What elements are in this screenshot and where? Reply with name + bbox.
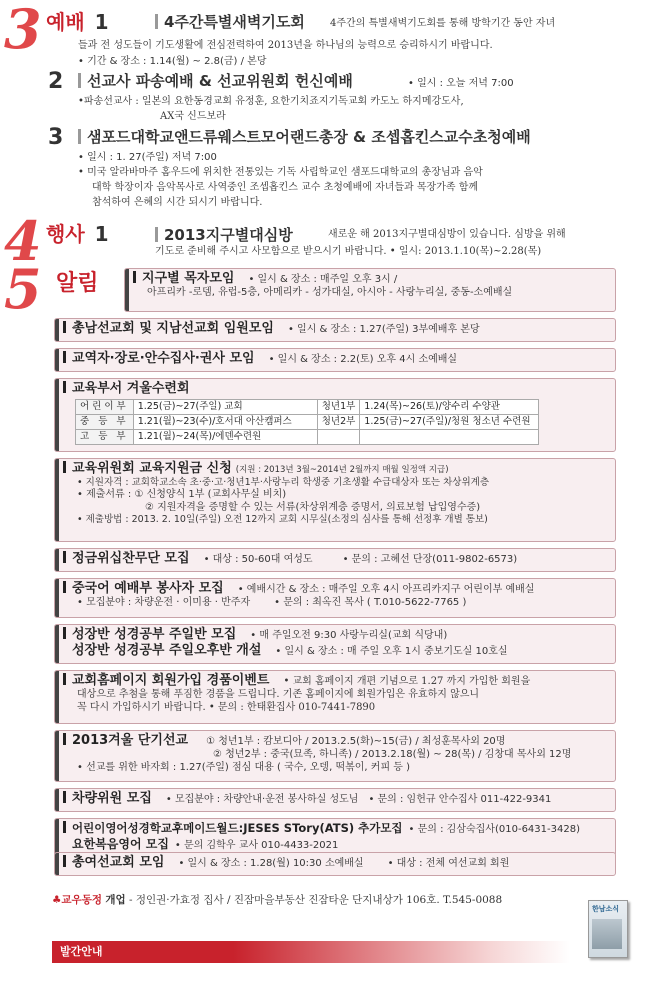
section-3-item-2-line-2: AX국 신드보라	[160, 111, 226, 122]
section-3-item-1-line-1: 4주간의 특별새벽기도회를 통해 방학기간 동안 자녀	[330, 18, 556, 29]
section-4-line-1: 새로운 해 2013지구별대심방이 있습니다. 심방을 위해	[328, 229, 566, 240]
notice-title: 성장반 성경공부 주일오후반 개설	[72, 643, 262, 659]
notice-mission-officers	[54, 318, 616, 342]
notice-bible-study	[54, 624, 616, 664]
table-cell: 청년1부	[317, 400, 360, 415]
table-cell: 어린이부	[76, 400, 134, 415]
notice-title: 차량위원 모집	[72, 791, 152, 806]
table-cell: 고 등 부	[76, 430, 134, 445]
notice-chinese-worship	[54, 578, 616, 618]
title-marker	[133, 271, 136, 283]
notice-title: 교회홈페이지 회원가입 경품이벤트	[72, 673, 270, 688]
table-cell	[360, 430, 539, 445]
notice-title: 2013겨울 단기선교	[72, 733, 189, 748]
table-cell: 1.25(금)~27(주일)/청원 청소년 수련원	[360, 415, 539, 430]
section-3-item-2-line-1: •파송선교사 : 일본의 요한동경교회 유정훈, 요한기치죠지기독교회 카도노 하지메강도사,	[78, 96, 464, 107]
title-marker	[63, 855, 66, 867]
notice-line: • 제출방법 : 2013. 2. 10일(주일) 오전 12까지 교회 시무실(소정의 심사를 통해 선정후 개별 통보)	[77, 514, 488, 526]
notice-english-bible-school	[54, 818, 616, 856]
publication-bar	[52, 941, 570, 963]
magazine-title: 한남소식	[592, 905, 620, 913]
table-row	[76, 415, 539, 430]
notice-title: 교육위원회 교육지원금 신청	[72, 461, 232, 476]
section-3-item-3-number: 3	[48, 125, 64, 150]
table-cell: 1.25(금)~27(주일) 교회	[133, 400, 317, 415]
section-3-item-2-number: 2	[48, 69, 64, 94]
section-3-item-3-line-2: • 미국 알라바마주 홈우드에 위치한 전통있는 기독 사립학교인 샘포드대학교의 총장님과 음악	[78, 167, 483, 178]
notice-title: 성장반 성경공부 주일반 모집	[72, 627, 237, 642]
section-4-item-title: 2013지구별대심방	[155, 226, 293, 245]
section-4-title-text: 행사	[46, 222, 85, 246]
section-3-item-1-title: 4주간특별새벽기도회	[155, 13, 305, 32]
member-news-bold: 개업	[105, 894, 126, 906]
section-5-number: 5	[4, 257, 42, 321]
notice-info: • 일시 & 장소 : 2.2(토) 오후 4시 소예배실	[268, 354, 458, 365]
notice-winter-retreat	[54, 378, 616, 452]
notice-info: • 매 주일오전 9:30 사랑누리실(교회 식당내)	[250, 630, 448, 641]
notice-title: 교역자·장로·안수집사·권사 모임	[72, 351, 255, 366]
notice-district-leaders	[124, 268, 616, 312]
section-3-item-3-title: 샘포드대학교앤드류웨스트모어랜드총장 & 조셉홉킨스교수초청예배	[78, 128, 531, 147]
notice-line: ② 지원자격을 증명할 수 있는 서류(차상위계층 증명서, 의료보험 납입영수증)	[145, 501, 481, 513]
magazine-picture	[592, 919, 622, 949]
section-4-line-2: 기도로 준비해 주시고 사모함으로 받으시기 바랍니다. • 일시: 2013.1.10(목)~2.28(목)	[155, 246, 542, 257]
title-marker	[63, 351, 66, 363]
notice-line: • 모집분야 : 차량운전 · 이미용 · 반주자	[77, 597, 251, 609]
notice-line: ② 청년2부 : 중국(묘족, 하니족) / 2013.2.18(월) ~ 28(목) / 김창대 목사외 12명	[213, 749, 572, 761]
section-3-item-2-inline: • 일시 : 오늘 저녁 7:00	[408, 78, 514, 89]
member-news-text: - 정인권·가효정 집사 / 진잠마을부동산 진잠타운 단지내상가 106호. T.545-0088	[125, 894, 503, 906]
section-4-number: 4	[4, 209, 42, 273]
notice-line: 꼭 다시 가입하시기 바랍니다. • 문의 : 한태환집사 010-7441-7890	[77, 701, 376, 713]
notice-line: 아프리카 -로뎀, 유럽-5층, 아메리카 - 성가대실, 아시아 - 사랑누리실, 중동-소예배실	[147, 287, 513, 299]
section-3-item-1-number: 1	[94, 10, 109, 34]
notice-info: • 일시 & 장소 : 1.27(주일) 3부예배후 본당	[287, 324, 480, 335]
notice-info: • 문의 : 김삼숙집사(010-6431-3428)	[408, 824, 580, 835]
title-bar	[155, 14, 158, 29]
title-marker	[63, 821, 66, 833]
notice-title: 지구별 목자모임	[142, 271, 235, 286]
notice-women-mission	[54, 852, 616, 876]
section-3-number: 3	[4, 0, 42, 61]
notice-info: • 교회 홈페이지 개편 기념으로 1.27 까지 가입한 회원을	[283, 676, 531, 687]
section-4-title	[46, 222, 109, 247]
notice-info: • 대상 : 전체 여선교회 회원	[387, 858, 510, 869]
table-cell: 중 등 부	[76, 415, 134, 430]
notice-title: 총여선교회 모임	[72, 855, 165, 870]
table-cell: 1.24(목)~26(토)/양수리 수양관	[360, 400, 539, 415]
title-bar	[78, 129, 81, 144]
table-row	[76, 400, 539, 415]
section-3-item-1-line-2: 들과 전 성도들이 기도생활에 전심전력하여 2013년을 하나님의 능력으로 승리하시기 바랍니다.	[78, 40, 493, 51]
magazine-cover-image	[588, 900, 628, 958]
notice-title: 중국어 예배부 봉사자 모집	[72, 581, 224, 596]
retreat-table	[75, 399, 539, 445]
title-marker	[63, 321, 66, 333]
notice-ministers-meeting	[54, 348, 616, 372]
notice-info: • 일시 & 장소 : 매 주일 오후 1시 중보기도실 10호실	[275, 646, 508, 658]
notice-education-support	[54, 458, 616, 542]
notice-short-term-mission	[54, 730, 616, 782]
notice-title: 총남선교회 및 지남선교회 임원모임	[72, 321, 274, 336]
title-marker	[63, 627, 66, 639]
section-4-item-number: 1	[94, 222, 109, 246]
publication-bar-label: 발간안내	[60, 945, 103, 958]
title-marker	[63, 733, 66, 745]
section-3-item-3-line-1: • 일시 : 1. 27(주일) 저녁 7:00	[78, 152, 217, 163]
notice-info: • 대상 : 50-60대 여성도	[203, 554, 313, 565]
table-cell: 1.21(월)~23(수)/호서대 아산캠퍼스	[133, 415, 317, 430]
notice-line: • 제출서류 : ① 신청양식 1부 (교회사무실 비치)	[77, 489, 287, 501]
notice-homepage-event	[54, 670, 616, 724]
section-3-item-2-title: 선교사 파송예배 & 선교위원회 헌신예배	[78, 72, 353, 91]
notice-line: 대상으로 추첨을 통해 푸짐한 경품을 드립니다. 기존 홈페이지에 회원가입은 유효하지 않으니	[77, 689, 480, 701]
notice-title: 정금위십찬무단 모집	[72, 551, 190, 566]
table-cell: 청년2부	[317, 415, 360, 430]
section-3-item-1-line-3: • 기간 & 장소 : 1.14(월) ~ 2.8(금) / 본당	[78, 56, 267, 67]
title-bar	[155, 227, 158, 242]
table-cell	[317, 430, 360, 445]
notice-vehicle-committee	[54, 788, 616, 812]
notice-line: • 선교를 위한 바자회 : 1.27(주일) 점심 대용 ( 국수, 오뎅, 떡볶이, 커피 등 )	[77, 761, 411, 773]
title-marker	[63, 461, 66, 473]
section-5-title: 알림	[56, 271, 99, 296]
table-row	[76, 430, 539, 445]
notice-title: 어린이영어성경학교후메이드월드:JESES STory(ATS) 추가모집	[72, 821, 403, 835]
notice-title: 요한복음영어 모집	[72, 836, 169, 851]
notice-info: • 문의 김학우 교사 010-4433-2021	[174, 839, 339, 851]
member-news-lead: ♣교우동정	[52, 894, 102, 906]
notice-line: • 지원자격 : 교회학교소속 초·중·고·청년1부·사랑누리 학생중 기초생활 수급대상자 또는 차상위계층	[77, 477, 490, 489]
title-marker	[63, 381, 66, 393]
notice-info: • 문의 : 고혜선 단장(011-9802-6573)	[342, 554, 518, 565]
notice-info: • 일시 & 장소 : 매주일 오후 3시 /	[248, 274, 398, 285]
notice-dance-team	[54, 548, 616, 572]
notice-title: 교육부서 겨울수련회	[72, 381, 190, 396]
title-bar	[78, 73, 81, 88]
member-news	[52, 894, 502, 907]
notice-info: • 일시 & 장소 : 1.28(월) 10:30 소예배실	[178, 858, 364, 869]
notice-line: • 문의 : 최옥진 목사 ( T.010-5622-7765 )	[274, 597, 467, 609]
section-3-title	[46, 10, 109, 35]
notice-info: • 문의 : 임헌규 안수집사 011-422-9341	[368, 794, 552, 805]
notice-info: ① 청년1부 : 캄보디아 / 2013.2.5(화)~15(금) / 최성훈목사외 20명	[206, 736, 506, 747]
title-marker	[63, 581, 66, 593]
table-cell: 1.21(월)~24(목)/에덴수련원	[133, 430, 317, 445]
title-marker	[63, 673, 66, 685]
notice-note: (지원 : 2013년 3월~2014년 2월까지 매월 일정액 지급)	[235, 465, 449, 475]
section-3-item-3-line-4: 참석하여 은혜의 시간 되시기 바랍니다.	[92, 197, 263, 208]
section-3-item-3-line-3: 대학 학장이자 음악목사로 사역중인 조셉홉킨스 교수 초청예배에 자녀들과 목장가족 함께	[92, 182, 479, 193]
notice-info: • 모집분야 : 차량안내·운전 봉사하실 성도님	[165, 794, 359, 805]
notice-info: • 예배시간 & 장소 : 매주일 오후 4시 아프리카지구 어린이부 예배실	[237, 584, 535, 595]
section-3-title-text: 예배	[46, 10, 85, 34]
title-marker	[63, 791, 66, 803]
title-marker	[63, 551, 66, 563]
